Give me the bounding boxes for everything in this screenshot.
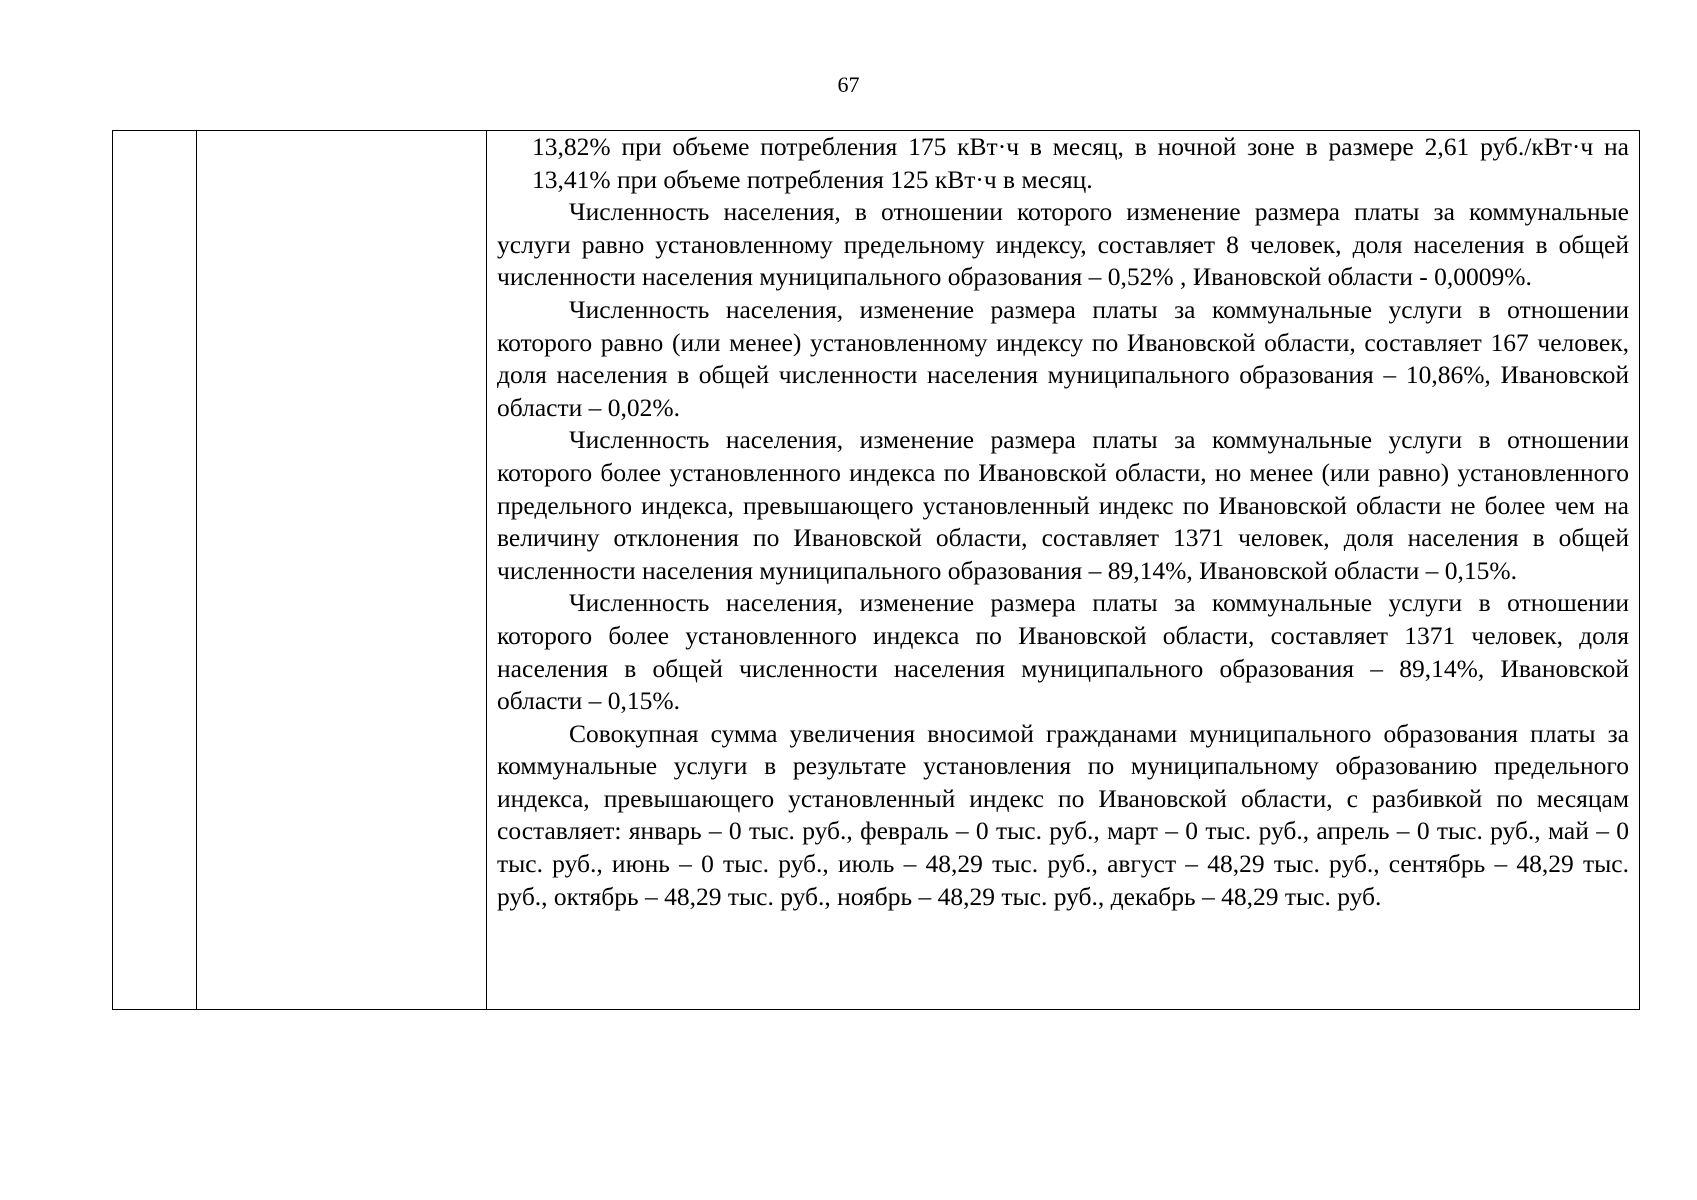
paragraph-population-equal-limit: Численность населения, в отношении которого изменение размера платы за коммунальные услуги равно установленному предельному индексу, составляет 8 человек, доля населения в общей численности населения муниципального образования – 0,52% , Ивановской области - 0,0009%. xyxy=(497,197,1629,292)
paragraph-monthly-increase: Совокупная сумма увеличения вносимой гражданами муниципального образования платы за коммунальные услуги в результате установления по муниципальному образованию предельного индекса, превышающего установленный индекс по Ивановской области, с разбивкой по месяцам составляет: январь – 0 тыс. руб., февраль – 0 тыс. руб., март – 0 тыс. руб., апрель – 0 тыс. руб., май – 0 тыс. руб., июнь – 0 тыс. руб., июль – 48,29 тыс. руб., август – 48,29 тыс. руб., сентябрь – 48,29 тыс. руб., октябрь – 48,29 тыс. руб., ноябрь – 48,29 тыс. руб., декабрь – 48,29 тыс. руб. xyxy=(497,718,1629,911)
paragraph-tariff-continuation: 13,82% при объеме потребления 175 кВт·ч в месяц, в ночной зоне в размере 2,61 руб./кВт·ч на 13,41% при объеме потребления 125 кВт·ч в месяц. xyxy=(532,132,1629,194)
table-cell-empty-2 xyxy=(197,131,487,1010)
text-block xyxy=(487,131,1639,913)
table-row xyxy=(113,131,1640,1010)
table-cell-text xyxy=(487,131,1640,1010)
content-table xyxy=(112,130,1640,1010)
paragraph-population-above-index: Численность населения, изменение размера платы за коммунальные услуги в отношении которого более установленного индекса по Ивановской области, составляет 1371 человек, доля населения в общей численности населения муниципального образования – 89,14%, Ивановской области – 0,15%. xyxy=(497,588,1629,716)
page-number: 67 xyxy=(837,72,860,97)
table-cell-empty-1 xyxy=(113,131,197,1010)
paragraph-population-below-index: Численность населения, изменение размера платы за коммунальные услуги в отношении которого равно (или менее) установленному индексу по Ивановской области, составляет 167 человек, доля населения в общей численности населения муниципального образования – 10,86%, Ивановской области – 0,02%. xyxy=(497,294,1629,422)
paragraph-population-between-index: Численность населения, изменение размера платы за коммунальные услуги в отношении которого более установленного индекса по Ивановской области, но менее (или равно) установленного предельного индекса, превышающего установленный индекс по Ивановской области не более чем на величину отклонения по Ивановской области, составляет 1371 человек, доля населения в общей численности населения муниципального образования – 89,14%, Ивановской области – 0,15%. xyxy=(497,425,1629,585)
